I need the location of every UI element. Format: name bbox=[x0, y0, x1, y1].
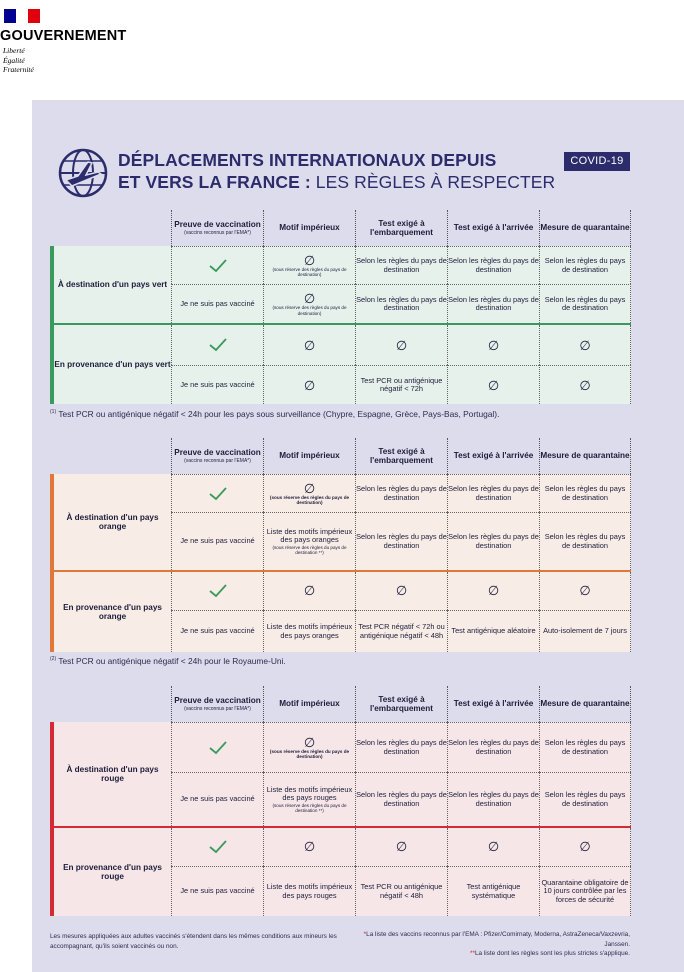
devise: Liberté Égalité Fraternité bbox=[3, 46, 34, 74]
covid-badge: COVID-19 bbox=[564, 152, 630, 171]
orange-from-label: En provenance d'un pays orange bbox=[63, 602, 162, 621]
table-header: Preuve de vaccination (vaccins reconnus par l'EMA*) Motif impérieux Test exigé à l'embarquement Test exigé à l'arrivée Mesure de quarantaine bbox=[171, 438, 631, 474]
col-quarantaine: Mesure de quarantaine bbox=[539, 210, 631, 246]
check-icon bbox=[209, 487, 227, 501]
footer-note-left: Les mesures appliquées aux adultes vaccinés s'étendent dans les mêmes conditions aux mineurs les accompagnant, qu'ils soient vaccinés ou non. bbox=[50, 933, 337, 950]
check-cell bbox=[171, 246, 263, 284]
table-header bbox=[171, 210, 631, 246]
orange-block: À destination d'un pays orange ∅ (sous réserve des règles du pays de destination) Selon les règles du pays de destination Selon les règles du pays de destination Selon les règles du pays de destination Je ne suis pas vacciné Liste des motifs impérieux des pays oranges (sous réserve des règles du pays de destination **) Selon les règles du pays de destination Selon les règles du pays de destination Selon les règles du pays de destination En provenance d'un pays orange ∅ ∅ ∅ ∅ Je ne suis pas vacciné Liste des motifs impérieux des pays oranges Test PCR négatif < 72h ou antigénique négatif < 48h Test antigénique aléatoire Auto-isolement de 7 jours bbox=[50, 474, 631, 652]
check-icon bbox=[209, 584, 227, 598]
brand-name: GOUVERNEMENT bbox=[0, 28, 127, 44]
green-block: À destination d'un pays vert ∅ (sous réserve des règles du pays de destination) Selon les règles du pays de destination Selon les règles du pays de destination Selon les règles du pays de destination Je ne suis pas vacciné ∅ (sous réserve des règles du pays de destination) Selon les règles du pays de destination Selon les règles du pays de destination Selon les règles du pays de destination En provenance d'un pays vert ∅ ∅ ∅ ∅ Je ne suis pas vacciné ∅ Test PCR ou antigénique négatif < 72h ∅ ∅ bbox=[50, 246, 631, 404]
col-motif: Motif impérieux bbox=[263, 210, 355, 246]
footer-note-right: *La liste des vaccins reconnus par l'EMA : Pfizer/Comirnaty, Moderna, AstraZeneca/Vaxzevria, Janssen. **La liste dont les règles sont les plus strictes s'applique. bbox=[363, 931, 630, 957]
check-icon bbox=[209, 338, 227, 352]
globe-plane-icon bbox=[58, 148, 108, 198]
page-title: DÉPLACEMENTS INTERNATIONAUX DEPUIS ET VERS LA FRANCE : LES RÈGLES À RESPECTER bbox=[118, 150, 556, 192]
red-from-label: En provenance d'un pays rouge bbox=[63, 862, 162, 881]
orange-to-label: À destination d'un pays orange bbox=[66, 512, 159, 531]
col-vaccination: Preuve de vaccination (vaccins reconnus par l'EMA*) bbox=[171, 210, 263, 246]
green-to-label: À destination d'un pays vert bbox=[57, 279, 168, 289]
col-arrivee: Test exigé à l'arrivée bbox=[447, 210, 539, 246]
check-icon bbox=[209, 840, 227, 854]
green-note: $^{(1)}$ Test PCR ou antigénique négatif < 24h pour les pays sous surveillance (Chypre, Espagne, Grèce, Pays-Bas, Portugal). bbox=[50, 409, 500, 419]
red-block: À destination d'un pays rouge ∅ (sous réserve des règles du pays de destination) Selon les règles du pays de destination Selon les règles du pays de destination Selon les règles du pays de destination Je ne suis pas vacciné Liste des motifs impérieux des pays rouges (sous réserve des règles du pays de destination **) Selon les règles du pays de destination Selon les règles du pays de destination Selon les règles du pays de destination En provenance d'un pays rouge ∅ ∅ ∅ ∅ Je ne suis pas vacciné Liste des motifs impérieux des pays rouges Test PCR ou antigénique négatif < 48h Test antigénique systématique Quarantaine obligatoire de 10 jours contrôlée par les forces de sécurité bbox=[50, 722, 631, 916]
french-flag-icon bbox=[4, 9, 40, 23]
check-icon bbox=[209, 741, 227, 755]
orange-note: $^{(2)}$ Test PCR ou antigénique négatif < 24h pour le Royaume-Uni. bbox=[50, 656, 286, 666]
check-icon bbox=[209, 259, 227, 273]
table-header: Preuve de vaccination (vaccins reconnus par l'EMA*) Motif impérieux Test exigé à l'embarquement Test exigé à l'arrivée Mesure de quarantaine bbox=[171, 686, 631, 722]
red-to-label: À destination d'un pays rouge bbox=[66, 764, 159, 783]
green-from-label: En provenance d'un pays vert bbox=[54, 359, 171, 369]
col-embarquement: Test exigé à l'embarquement bbox=[355, 210, 447, 246]
